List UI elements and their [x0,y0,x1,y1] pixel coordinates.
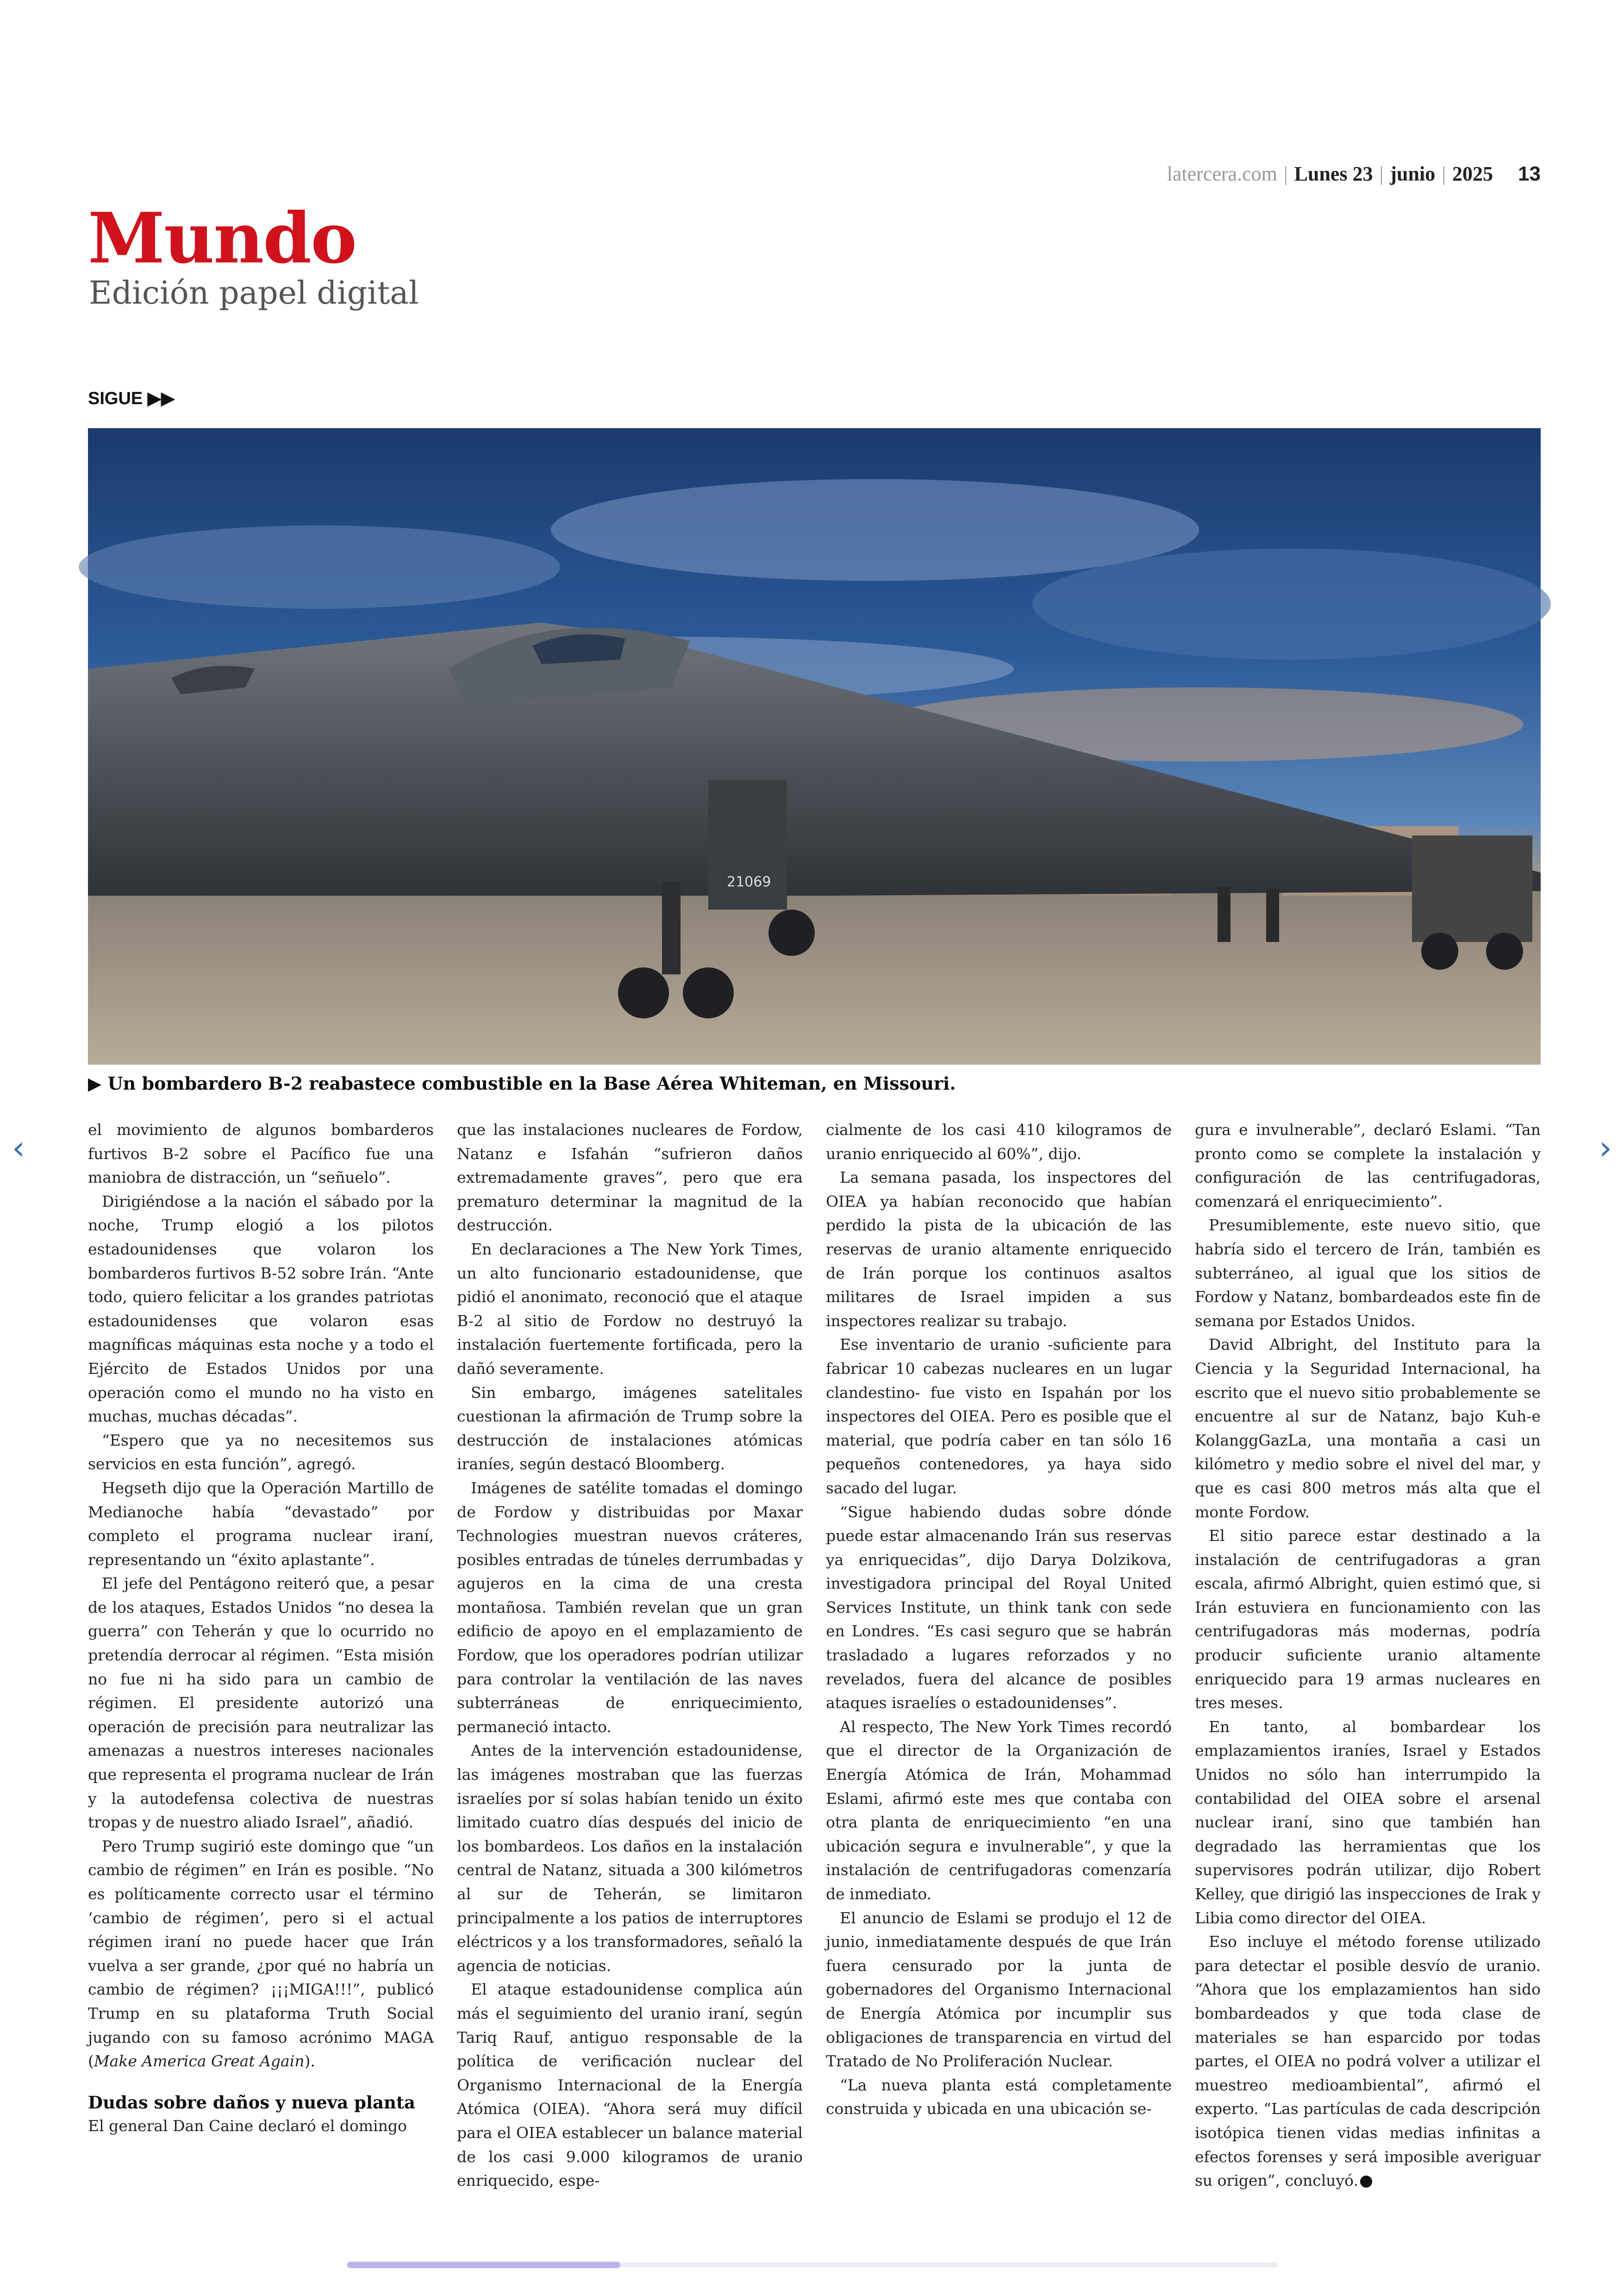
section-subtitle: Edición papel digital [89,275,419,312]
paragraph: El anuncio de Eslami se produjo el 12 de junio, inmediatamente después de que Irán fuera censurado por la junta de gobernadores del Organismo Internacional de Energía Atómica por incumplir sus obligaciones de transparencia en virtud del Tratado de No Proliferación Nuclear. [826,1908,1172,2070]
section-title: Mundo [88,198,356,279]
header-day: Lunes 23 [1294,162,1373,185]
article-subheading: Dudas sobre daños y nueva planta [88,2092,415,2113]
paragraph: Sin embargo, imágenes satelitales cuestionan la afirmación de Trump sobre la destrucción de instalaciones atómicas iraníes, según destacó Bloomberg. [457,1383,803,1473]
header-month: junio [1390,162,1436,185]
sigue-label[interactable]: SIGUE ▶▶ [88,389,175,408]
scrollbar-thumb[interactable] [347,2262,620,2268]
article-body [88,1118,1541,2190]
chevron-right-icon[interactable]: › [1599,1129,1612,1167]
bomber-photo [88,428,1541,1065]
paragraph: Al respecto, The New York Times recordó que el director de la Organización de Energía Atómica de Irán, Mohammad Eslami, afirmó este mes que contaba con otra planta de enriquecimiento “en una ubicación segura e invulnerable”, y que la instalación de centrifugadoras comenzaría de inmediato. [826,1717,1172,1903]
photo-caption: ▶ Un bombardero B-2 reabastece combustible en la Base Aérea Whiteman, en Missouri. [88,1073,956,1094]
paragraph: Antes de la intervención estadounidense, las imágenes mostraban que las fuerzas israelíes por sí solas habían tenido un éxito limitado cuatro días después del inicio de los bombardeos. Los daños en la instalación central de Natanz, situada a 300 kilómetros al sur de Teherán, se limitaron principalmente a los patios de interruptores eléctricos y a los transformadores, señaló la agencia de noticias. [457,1741,803,1975]
site-name[interactable]: latercera.com [1167,162,1277,185]
header-separator: | [1442,162,1446,185]
acronym-expansion: Make America Great Again [94,2052,305,2070]
chevron-left-icon[interactable]: ‹ [12,1129,25,1167]
header-separator: | [1379,162,1384,185]
paragraph: El general Dan Caine declaró el domingo [88,2116,407,2135]
paragraph-text: Eso incluye el método forense utilizado para detectar el posible desvío de uranio. “Ahora que los emplazamientos han sido bombardeados y que toda clase de materiales se han esparcido por todas partes, el OIEA no podrá volver a utilizar el muestreo medioambiental”, afirmó el experto. “Las partículas de cada descripción isotópica tienen vidas medias infinitas a efectos forenses y será imposible averiguar su origen”, concluyó. [1195,1933,1541,2190]
paragraph: El sitio parece estar destinado a la instalación de centrifugadoras a gran escala, afirmó Albright, quien estimó que, si Irán estuviera en funcionamiento con las centrifugadoras más modernas, podría producir suficiente uranio altamente enriquecido para 19 armas nucleares en tres meses. [1195,1527,1541,1712]
paragraph: Imágenes de satélite tomadas el domingo de Fordow y distribuidas por Maxar Technologies muestran nuevos cráteres, posibles entradas de túneles derrumbadas y agujeros en la cima de una cresta montañosa. También revelan que un gran edificio de apoyo en el emplazamiento de Fordow, que los operadores podrían utilizar para controlar la ventilación de las naves subterráneas de enriquecimiento, permaneció intacto. [457,1478,803,1736]
paragraph: Dirigiéndose a la nación el sábado por la noche, Trump elogió a los pilotos estadounidenses que volaron los bombarderos furtivos B-52 sobre Irán. “Ante todo, quiero felicitar a los grandes patriotas estadounidenses que volaron esas magníficas máquinas esta noche y a todo el Ejército de Estados Unidos por una operación como el mundo no ha visto en muchas, muchas décadas”. [88,1192,434,1426]
paragraph: “Sigue habiendo dudas sobre dónde puede estar almacenando Irán sus reservas ya enriquecidas”, dijo Darya Dolzikova, investigadora principal del Royal United Services Institute, un think tank con sede en Londres. “Es casi seguro que se habrán trasladado a lugares reforzados y no revelados, fuera del alcance de posibles ataques israelíes o estadounidenses”. [826,1503,1172,1712]
paragraph [88,1834,434,2073]
paragraph: Ese inventario de uranio -suficiente para fabricar 10 cabezas nucleares en un lugar clandestino- fue visto en Ispahán por los inspectores del OIEA. Pero es posible que el material, que podría caber en tan sólo 16 pequeños contenedores, ya haya sido sacado del lugar. [826,1335,1172,1497]
paragraph: La semana pasada, los inspectores del OIEA ya habían reconocido que habían perdido la pista de la ubicación de las reservas de uranio altamente enriquecido de Irán porque los continuos asaltos militares de Israel impiden a sus inspectores realizar su trabajo. [826,1168,1172,1330]
header-year: 2025 [1452,162,1493,185]
paragraph: Presumiblemente, este nuevo sitio, que habría sido el tercero de Irán, también es subterráneo, al igual que los sitios de Fordow y Natanz, bombardeados este fin de semana por Estados Unidos. [1195,1216,1541,1330]
page-header [1167,162,1541,186]
article-column-2 [457,1118,803,2190]
paragraph: “Espero que ya no necesitemos sus servicios en esta función”, agregó. [88,1431,434,1473]
paragraph: gura e invulnerable”, declaró Eslami. “Tan pronto como se complete la instalación y configuración de las centrifugadoras, comenzará el enriquecimiento”. [1195,1121,1541,1210]
paragraph: Hegseth dijo que la Operación Martillo de Medianoche había “devastado” por completo el programa nuclear iraní, representando un “éxito aplastante”. [88,1478,434,1569]
page-number: 13 [1518,162,1541,185]
article-column-3 [826,1118,1172,2155]
paragraph [1195,1930,1541,2193]
paragraph: El jefe del Pentágono reiteró que, a pesar de los ataques, Estados Unidos “no desea la guerra” con Teherán y que lo ocurrido no pretendía derrocar al régimen. “Esta misión no fue ni ha sido para un cambio de régimen. El presidente autorizó una operación de precisión para neutralizar las amenazas a nuestros intereses nacionales que representa el programa nuclear de Irán y la autodefensa colectiva de nuestras tropas y de nuestro aliado Israel”, añadió. [88,1574,434,1832]
paragraph: El ataque estadounidense complica aún más el seguimiento del uranio iraní, según Tariq Rauf, antiguo responsable de la política de verificación nuclear del Organismo Internacional de la Energía Atómica (OIEA). “Ahora será muy difícil para el OIEA establecer un balance material de los casi 9.000 kilogramos de uranio enriquecido, espe- [457,1980,803,2190]
paragraph: En declaraciones a The New York Times, un alto funcionario estadounidense, que pidió el anonimato, reconoció que el ataque B-2 al sitio de Fordow no destruyó la instalación fuertemente fortificada, pero la dañó severamente. [457,1240,803,1378]
article-column-4 [1195,1118,1541,2190]
paragraph: En tanto, al bombardear los emplazamientos iraníes, Israel y Estados Unidos no sólo han interrumpido la contabilidad del OIEA sobre el arsenal nuclear iraní, sino que también han degradado las herramientas que los supervisores podrán utilizar, dijo Robert Kelley, que dirigió las inspecciones de Irak y Libia como director del OIEA. [1195,1717,1541,1927]
paragraph-text: ). [304,2052,315,2070]
paragraph: cialmente de los casi 410 kilogramos de uranio enriquecido al 60%”, dijo. [826,1121,1172,1163]
tail-number: 21069 [727,874,771,890]
paragraph: David Albright, del Instituto para la Ciencia y la Seguridad Internacional, ha escrito que el nuevo sitio probablemente se encuentre al sur de Natanz, bajo Kuh-e KolanggGazLa, una montaña a casi un kilómetro y medio sobre el nivel del mar, y que es casi 800 metros más alta que el monte Fordow. [1195,1335,1541,1521]
paragraph-text: Pero Trump sugirió este domingo que “un cambio de régimen” en Irán es posible. “No es políticamente correcto usar el término ‘cambio de régimen’, pero si el actual régimen iraní no puede hacer que Irán vuelva a ser grande, ¿por qué no habría un cambio de régimen? ¡¡¡MIGA!!!”, publicó Trump en su plataforma Truth Social jugando con su famoso acrónimo MAGA ( [88,1837,434,2070]
paragraph: que las instalaciones nucleares de Fordow, Natanz e Isfahán “sufrieron daños extremadamente graves”, pero que era prematuro determinar la magnitud de la destrucción. [457,1121,803,1235]
article-column-1 [88,1118,434,2155]
paragraph: “La nueva planta está completamente construida y ubicada en una ubicación se- [826,2076,1172,2118]
end-mark-icon [1360,2176,1372,2188]
paragraph: el movimiento de algunos bombarderos furtivos B-2 sobre el Pacífico fue una maniobra de distracción, un “señuelo”. [88,1121,434,1187]
header-separator: | [1283,162,1288,185]
